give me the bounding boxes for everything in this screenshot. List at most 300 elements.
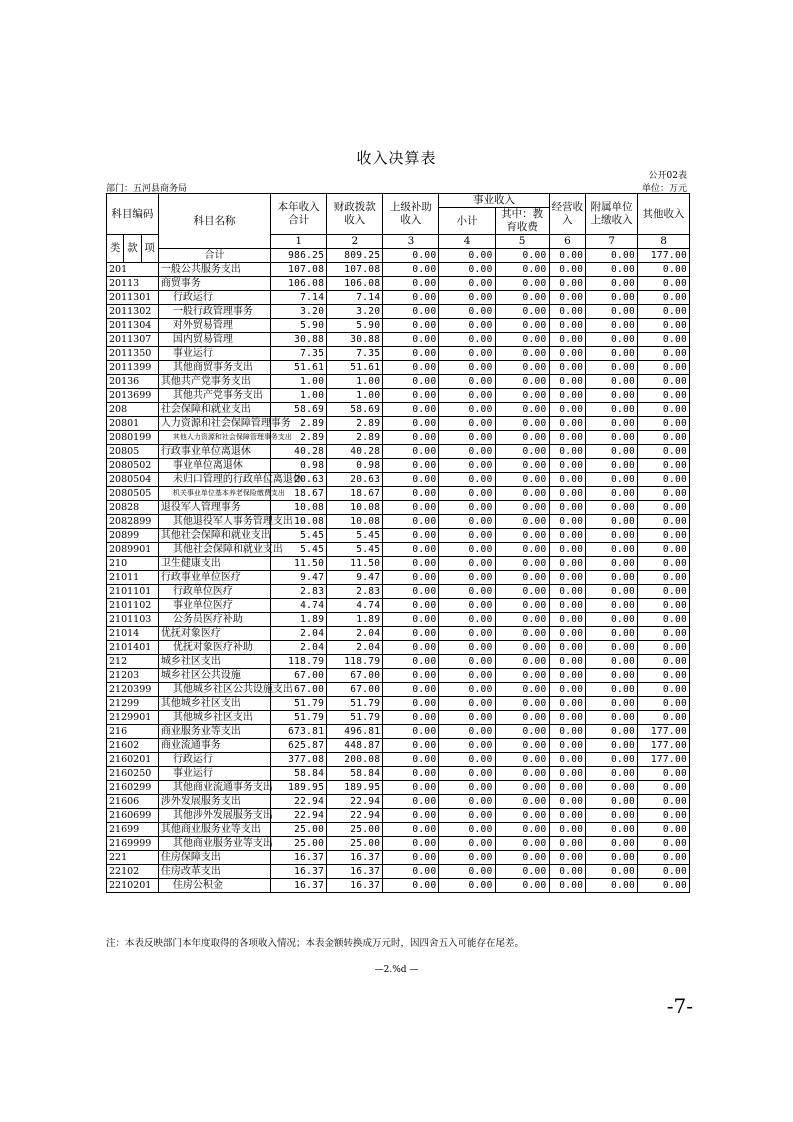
- table-row: [107, 305, 690, 319]
- total-cell: 0.00: [383, 249, 439, 263]
- row-value: 0.00: [638, 501, 690, 515]
- row-value: 0.00: [638, 571, 690, 585]
- row-value: 0.00: [638, 291, 690, 305]
- row-value: 0.00: [439, 851, 495, 865]
- row-value: 0.00: [549, 431, 586, 445]
- row-value: 0.00: [383, 263, 439, 277]
- row-code: 2011301: [107, 291, 159, 305]
- table-row: [107, 473, 690, 487]
- row-value: 0.00: [638, 823, 690, 837]
- header-fiscal: 财政拨款收入: [327, 194, 383, 235]
- row-name: 城乡社区支出: [158, 655, 270, 669]
- row-value: 0.00: [638, 683, 690, 697]
- row-name: 住房改革支出: [158, 865, 270, 879]
- row-value: 0.00: [586, 683, 638, 697]
- row-value: 16.37: [271, 851, 327, 865]
- row-value: 0.00: [495, 529, 549, 543]
- row-value: 0.00: [549, 683, 586, 697]
- row-value: 0.00: [638, 711, 690, 725]
- row-value: 177.00: [638, 725, 690, 739]
- row-value: 0.00: [495, 333, 549, 347]
- row-value: 0.00: [586, 291, 638, 305]
- row-value: 0.00: [383, 431, 439, 445]
- row-name: 未归口管理的行政单位离退休: [158, 473, 270, 487]
- row-value: 0.00: [638, 515, 690, 529]
- table-row: [107, 725, 690, 739]
- row-value: 10.08: [271, 501, 327, 515]
- row-value: 2.89: [271, 431, 327, 445]
- row-code: 20805: [107, 445, 159, 459]
- row-value: 0.00: [439, 641, 495, 655]
- row-value: 0.00: [439, 473, 495, 487]
- row-value: 2.89: [327, 431, 383, 445]
- row-value: 0.00: [495, 543, 549, 557]
- row-value: 0.00: [383, 277, 439, 291]
- row-value: 0.00: [495, 417, 549, 431]
- row-value: 0.00: [495, 389, 549, 403]
- row-value: 0.00: [586, 795, 638, 809]
- table-row: [107, 291, 690, 305]
- row-value: 0.00: [495, 781, 549, 795]
- row-value: 0.00: [586, 879, 638, 893]
- row-value: 0.00: [549, 445, 586, 459]
- row-name: 其他城乡社区支出: [158, 711, 270, 725]
- row-name: 机关事业单位基本养老保险缴费支出: [158, 487, 270, 501]
- row-value: 0.98: [327, 459, 383, 473]
- row-code: 20113: [107, 277, 159, 291]
- colnum: 5: [495, 235, 549, 249]
- row-name: 行政事业单位离退休: [158, 445, 270, 459]
- row-value: 0.00: [383, 375, 439, 389]
- row-name: 其他商业服务业等支出: [158, 837, 270, 851]
- row-value: 0.00: [586, 669, 638, 683]
- row-value: 0.00: [439, 599, 495, 613]
- row-value: 7.14: [327, 291, 383, 305]
- row-value: 10.08: [271, 515, 327, 529]
- row-value: 0.00: [549, 459, 586, 473]
- row-value: 0.00: [495, 263, 549, 277]
- row-code: 21606: [107, 795, 159, 809]
- row-value: 40.28: [327, 445, 383, 459]
- row-value: 0.00: [638, 613, 690, 627]
- row-value: 0.00: [549, 403, 586, 417]
- row-name: 其他社会保障和就业支出: [158, 529, 270, 543]
- row-value: 0.00: [638, 669, 690, 683]
- row-value: 0.00: [549, 767, 586, 781]
- row-value: 0.00: [439, 823, 495, 837]
- row-code: 2160201: [107, 753, 159, 767]
- row-value: 0.00: [495, 823, 549, 837]
- row-value: 0.00: [495, 431, 549, 445]
- row-value: 1.00: [271, 375, 327, 389]
- row-value: 0.00: [439, 515, 495, 529]
- row-value: 0.00: [638, 417, 690, 431]
- table-row: [107, 683, 690, 697]
- row-code: 21011: [107, 571, 159, 585]
- row-value: 0.00: [549, 305, 586, 319]
- row-value: 2.83: [271, 585, 327, 599]
- row-value: 0.00: [495, 613, 549, 627]
- row-value: 0.00: [383, 389, 439, 403]
- row-value: 1.00: [327, 389, 383, 403]
- row-value: 25.00: [327, 823, 383, 837]
- row-value: 0.00: [439, 529, 495, 543]
- row-value: 0.00: [586, 543, 638, 557]
- row-value: 0.00: [383, 557, 439, 571]
- row-value: 0.00: [495, 669, 549, 683]
- row-value: 0.00: [495, 473, 549, 487]
- row-value: 0.00: [549, 319, 586, 333]
- income-table: [106, 193, 690, 893]
- row-code: 2120399: [107, 683, 159, 697]
- row-value: 106.08: [271, 277, 327, 291]
- row-value: 0.00: [549, 697, 586, 711]
- row-value: 0.00: [549, 571, 586, 585]
- colnum: 6: [549, 235, 586, 249]
- row-value: 0.00: [383, 711, 439, 725]
- row-code: 2011304: [107, 319, 159, 333]
- row-value: 0.00: [495, 767, 549, 781]
- row-value: 0.00: [586, 319, 638, 333]
- row-value: 177.00: [638, 739, 690, 753]
- total-cell: 986.25: [271, 249, 327, 263]
- row-code: 2101401: [107, 641, 159, 655]
- row-value: 0.00: [383, 319, 439, 333]
- table-row: [107, 361, 690, 375]
- row-name: 国内贸易管理: [158, 333, 270, 347]
- row-value: 0.00: [383, 669, 439, 683]
- table-row: [107, 403, 690, 417]
- row-name: 事业运行: [158, 767, 270, 781]
- row-value: 0.00: [495, 711, 549, 725]
- row-value: 5.45: [327, 529, 383, 543]
- row-value: 0.00: [549, 277, 586, 291]
- row-value: 0.00: [383, 795, 439, 809]
- row-value: 0.00: [586, 641, 638, 655]
- row-value: 0.00: [439, 753, 495, 767]
- row-value: 0.00: [638, 277, 690, 291]
- row-value: 200.08: [327, 753, 383, 767]
- row-name: 商业流通事务: [158, 739, 270, 753]
- row-value: 22.94: [327, 809, 383, 823]
- row-code: 2011302: [107, 305, 159, 319]
- row-value: 0.00: [383, 809, 439, 823]
- row-name: 人力资源和社会保障管理事务: [158, 417, 270, 431]
- row-value: 0.00: [638, 781, 690, 795]
- row-value: 0.00: [383, 403, 439, 417]
- row-value: 0.00: [439, 445, 495, 459]
- row-value: 0.00: [549, 655, 586, 669]
- row-value: 0.00: [439, 389, 495, 403]
- row-code: 2101102: [107, 599, 159, 613]
- row-value: 0.00: [495, 697, 549, 711]
- table-row: [107, 389, 690, 403]
- row-code: 2129901: [107, 711, 159, 725]
- row-value: 0.00: [495, 795, 549, 809]
- row-value: 16.37: [271, 865, 327, 879]
- row-value: 4.74: [271, 599, 327, 613]
- row-value: 0.00: [638, 599, 690, 613]
- row-value: 0.00: [586, 263, 638, 277]
- row-value: 0.00: [383, 361, 439, 375]
- row-value: 0.00: [549, 809, 586, 823]
- header-lei: 类: [107, 235, 124, 263]
- row-value: 0.00: [383, 837, 439, 851]
- row-value: 0.00: [439, 501, 495, 515]
- row-value: 0.00: [383, 445, 439, 459]
- row-value: 0.00: [439, 571, 495, 585]
- row-value: 0.00: [383, 753, 439, 767]
- row-code: 212: [107, 655, 159, 669]
- row-name: 其他共产党事务支出: [158, 375, 270, 389]
- unit-label: 单位：万元: [641, 184, 687, 194]
- row-value: 0.00: [495, 375, 549, 389]
- row-value: 0.00: [439, 711, 495, 725]
- row-value: 0.00: [586, 361, 638, 375]
- row-value: 0.00: [495, 879, 549, 893]
- row-value: 0.00: [439, 781, 495, 795]
- row-name: 对外贸易管理: [158, 319, 270, 333]
- row-code: 221: [107, 851, 159, 865]
- row-name: 其他退役军人事务管理支出: [158, 515, 270, 529]
- row-value: 4.74: [327, 599, 383, 613]
- row-value: 0.00: [383, 655, 439, 669]
- row-value: 0.00: [495, 851, 549, 865]
- header-superior: 上级补助收入: [383, 194, 439, 235]
- header-code: 科目编码: [107, 194, 159, 235]
- row-code: 21203: [107, 669, 159, 683]
- row-value: 67.00: [271, 683, 327, 697]
- row-value: 0.00: [495, 753, 549, 767]
- row-value: 0.00: [586, 571, 638, 585]
- row-value: 0.00: [383, 305, 439, 319]
- row-value: 7.35: [327, 347, 383, 361]
- row-value: 0.00: [549, 529, 586, 543]
- row-value: 0.00: [549, 865, 586, 879]
- row-value: 51.79: [271, 711, 327, 725]
- row-name: 住房保障支出: [158, 851, 270, 865]
- row-value: 0.00: [549, 781, 586, 795]
- row-value: 0.00: [549, 389, 586, 403]
- row-value: 0.00: [549, 837, 586, 851]
- row-value: 58.84: [327, 767, 383, 781]
- row-value: 0.00: [549, 879, 586, 893]
- row-value: 0.00: [383, 487, 439, 501]
- row-value: 0.00: [638, 305, 690, 319]
- table-row: [107, 739, 690, 753]
- row-value: 5.45: [327, 543, 383, 557]
- row-code: 216: [107, 725, 159, 739]
- row-value: 5.45: [271, 529, 327, 543]
- row-code: 21014: [107, 627, 159, 641]
- row-code: 2011399: [107, 361, 159, 375]
- row-value: 5.90: [271, 319, 327, 333]
- table-row: [107, 333, 690, 347]
- row-value: 0.00: [495, 501, 549, 515]
- row-value: 0.00: [439, 557, 495, 571]
- row-code: 20801: [107, 417, 159, 431]
- row-value: 0.00: [638, 865, 690, 879]
- table-row: [107, 697, 690, 711]
- row-value: 377.08: [271, 753, 327, 767]
- row-code: 2160250: [107, 767, 159, 781]
- row-value: 118.79: [327, 655, 383, 669]
- row-value: 0.00: [383, 879, 439, 893]
- row-value: 0.00: [495, 599, 549, 613]
- row-value: 107.08: [327, 263, 383, 277]
- row-value: 0.00: [383, 823, 439, 837]
- row-value: 1.00: [271, 389, 327, 403]
- header-business: 事业收入: [439, 194, 549, 208]
- row-name: 其他人力资源和社会保障管理事务支出: [158, 431, 270, 445]
- row-value: 0.00: [586, 837, 638, 851]
- row-value: 0.00: [383, 683, 439, 697]
- table-row: [107, 445, 690, 459]
- row-value: 0.00: [549, 375, 586, 389]
- table-row: [107, 879, 690, 893]
- table-row: [107, 711, 690, 725]
- row-name: 其他城乡社区公共设施支出: [158, 683, 270, 697]
- row-value: 0.00: [439, 319, 495, 333]
- row-value: 0.00: [439, 739, 495, 753]
- colnum: 1: [271, 235, 327, 249]
- row-value: 0.00: [439, 725, 495, 739]
- row-value: 18.67: [271, 487, 327, 501]
- row-value: 0.00: [383, 417, 439, 431]
- row-value: 0.00: [495, 487, 549, 501]
- row-value: 0.00: [439, 879, 495, 893]
- row-value: 0.00: [549, 347, 586, 361]
- row-value: 0.00: [586, 515, 638, 529]
- row-value: 0.00: [439, 683, 495, 697]
- row-value: 0.00: [638, 697, 690, 711]
- row-value: 0.00: [586, 627, 638, 641]
- header-operating: 经营收入: [549, 194, 586, 235]
- row-value: 0.00: [638, 403, 690, 417]
- row-value: 0.00: [495, 557, 549, 571]
- row-value: 106.08: [327, 277, 383, 291]
- row-value: 0.00: [383, 851, 439, 865]
- row-value: 0.00: [586, 501, 638, 515]
- row-value: 0.00: [383, 459, 439, 473]
- row-value: 0.00: [439, 809, 495, 823]
- row-value: 3.20: [271, 305, 327, 319]
- row-value: 0.00: [495, 403, 549, 417]
- row-value: 0.00: [638, 529, 690, 543]
- table-note: 注：本表反映部门本年度取得的各项收入情况；本表金额转换成万元时，因四舍五入可能存在尾差。: [106, 938, 525, 949]
- row-value: 0.00: [383, 529, 439, 543]
- row-value: 0.00: [383, 571, 439, 585]
- row-value: 22.94: [271, 809, 327, 823]
- row-value: 67.00: [327, 683, 383, 697]
- row-value: 0.00: [549, 739, 586, 753]
- row-code: 208: [107, 403, 159, 417]
- row-value: 0.00: [638, 445, 690, 459]
- row-name: 其他涉外发展服务支出: [158, 809, 270, 823]
- table-row: [107, 865, 690, 879]
- row-value: 0.00: [549, 515, 586, 529]
- row-value: 0.00: [439, 795, 495, 809]
- row-name: 其他商贸事务支出: [158, 361, 270, 375]
- row-code: 2011307: [107, 333, 159, 347]
- row-value: 0.00: [383, 291, 439, 305]
- row-value: 0.00: [549, 641, 586, 655]
- row-value: 0.00: [586, 333, 638, 347]
- row-value: 20.63: [327, 473, 383, 487]
- row-value: 0.00: [586, 389, 638, 403]
- row-value: 0.00: [586, 487, 638, 501]
- row-value: 0.00: [549, 543, 586, 557]
- row-value: 0.00: [638, 431, 690, 445]
- table-row: [107, 767, 690, 781]
- row-value: 16.37: [327, 865, 383, 879]
- header-name: 科目名称: [158, 194, 270, 249]
- row-value: 2.89: [327, 417, 383, 431]
- row-value: 0.00: [439, 543, 495, 557]
- row-value: 0.00: [586, 865, 638, 879]
- row-value: 10.08: [327, 501, 383, 515]
- total-cell: 0.00: [586, 249, 638, 263]
- row-value: 0.00: [638, 487, 690, 501]
- row-value: 0.00: [586, 375, 638, 389]
- total-label: 合计: [158, 249, 270, 263]
- total-cell: 177.00: [638, 249, 690, 263]
- row-name: 其他共产党事务支出: [158, 389, 270, 403]
- row-code: 2089901: [107, 543, 159, 557]
- row-value: 0.00: [549, 627, 586, 641]
- row-value: 0.00: [638, 333, 690, 347]
- table-row: [107, 613, 690, 627]
- row-value: 16.37: [327, 851, 383, 865]
- row-value: 7.35: [271, 347, 327, 361]
- row-value: 0.00: [439, 655, 495, 669]
- row-value: 0.00: [638, 375, 690, 389]
- row-value: 0.00: [439, 767, 495, 781]
- page-number: -7-: [666, 994, 693, 1018]
- row-code: 210: [107, 557, 159, 571]
- row-value: 0.00: [383, 865, 439, 879]
- row-value: 0.00: [549, 557, 586, 571]
- department-label: 部门：五河县商务局: [106, 184, 188, 194]
- row-value: 10.08: [327, 515, 383, 529]
- row-value: 0.00: [495, 445, 549, 459]
- table-row: [107, 837, 690, 851]
- row-value: 25.00: [327, 837, 383, 851]
- row-value: 0.00: [549, 487, 586, 501]
- row-value: 0.00: [439, 837, 495, 851]
- row-value: 51.61: [327, 361, 383, 375]
- total-cell: 0.00: [495, 249, 549, 263]
- row-value: 0.00: [439, 375, 495, 389]
- row-value: 0.00: [383, 725, 439, 739]
- row-value: 0.00: [549, 263, 586, 277]
- row-value: 0.00: [495, 277, 549, 291]
- row-value: 0.00: [586, 767, 638, 781]
- total-cell: 0.00: [549, 249, 586, 263]
- row-value: 0.00: [495, 725, 549, 739]
- row-value: 0.00: [495, 319, 549, 333]
- row-value: 0.00: [549, 501, 586, 515]
- row-value: 0.00: [638, 851, 690, 865]
- row-value: 0.00: [586, 725, 638, 739]
- row-value: 625.87: [271, 739, 327, 753]
- row-value: 30.88: [271, 333, 327, 347]
- row-value: 0.00: [638, 319, 690, 333]
- row-value: 0.00: [638, 795, 690, 809]
- row-value: 2.83: [327, 585, 383, 599]
- row-value: 0.00: [383, 515, 439, 529]
- row-value: 0.00: [495, 571, 549, 585]
